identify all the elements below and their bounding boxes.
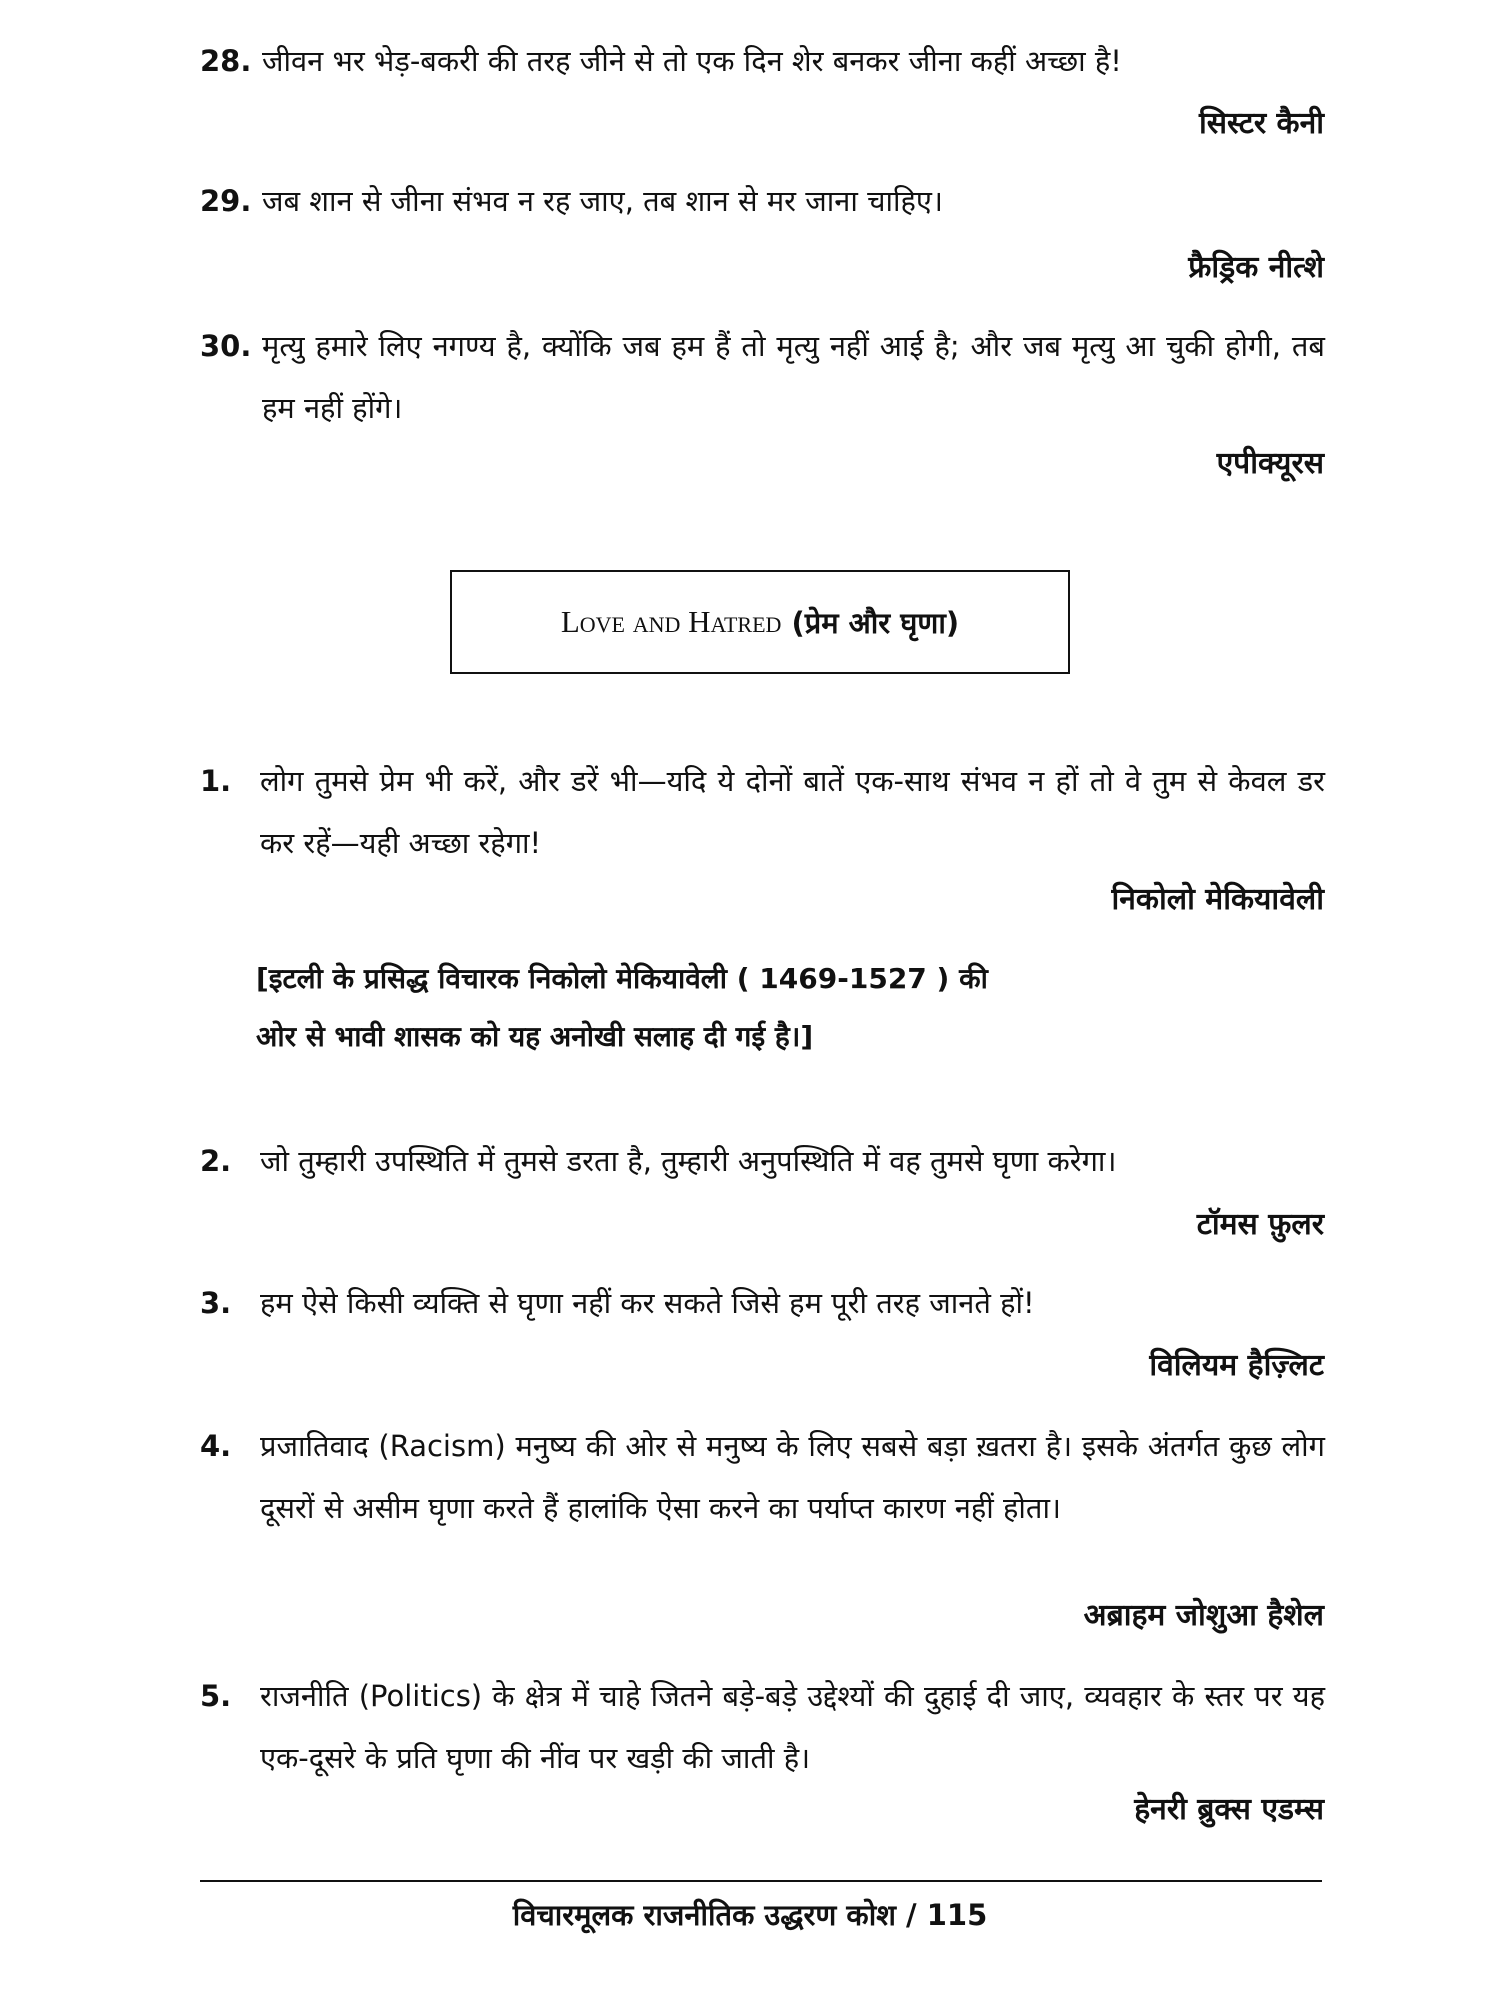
quote-author: हेनरी ब्रुक्स एडम्स	[1134, 1792, 1324, 1827]
quote-3	[200, 1272, 1325, 1334]
quote-number: 4.	[200, 1429, 232, 1463]
quote-text: जीवन भर भेड़-बकरी की तरह जीने से तो एक दिन शेर बनकर जीना कहीं अच्छा है!	[262, 44, 1122, 78]
quote-number: 29.	[200, 184, 252, 218]
quote-text: हम ऐसे किसी व्यक्ति से घृणा नहीं कर सकते जिसे हम पूरी तरह जानते हों!	[260, 1286, 1035, 1320]
quote-author: एपीक्यूरस	[1216, 446, 1324, 481]
quote-29	[200, 170, 1325, 232]
section-title-hindi: (प्रेम और घृणा)	[791, 605, 960, 640]
quote-author: निकोलो मेकियावेली	[1111, 882, 1324, 917]
quote-author: विलियम हैज़्लिट	[1149, 1348, 1324, 1383]
quote-text: राजनीति (Politics) के क्षेत्र में चाहे जितने बड़े-बड़े उद्देश्यों की दुहाई दी जाए, व्यवहार के स्तर पर यह एक-दूसरे के प्रति घृणा की नींव पर खड़ी की जाती है।	[260, 1679, 1325, 1775]
footer-divider	[200, 1880, 1322, 1882]
quote-number: 2.	[200, 1144, 232, 1178]
quote-number: 28.	[200, 44, 252, 78]
quote-text: लोग तुमसे प्रेम भी करें, और डरें भी—यदि ये दोनों बातें एक-साथ संभव न हों तो वे तुम से केवल डर कर रहें—यही अच्छा रहेगा!	[260, 764, 1325, 860]
quote-number: 30.	[200, 329, 252, 363]
quote-5	[200, 1665, 1325, 1789]
quote-number: 5.	[200, 1679, 232, 1713]
section-title-english: Love and Hatred	[560, 604, 782, 639]
quote-author: टॉमस फ़ुलर	[1196, 1207, 1324, 1242]
quote-1	[200, 750, 1325, 874]
quote-text: प्रजातिवाद (Racism) मनुष्य की ओर से मनुष्य के लिए सबसे बड़ा ख़तरा है। इसके अंतर्गत कुछ लोग दूसरों से असीम घृणा करते हैं हालांकि ऐसा करने का पर्याप्त कारण नहीं होता।	[260, 1429, 1325, 1525]
section-heading	[450, 570, 1070, 674]
page-footer: विचारमूलक राजनीतिक उद्धरण कोश / 115	[512, 1898, 988, 1932]
quote-text: जब शान से जीना संभव न रह जाए, तब शान से मर जाना चाहिए।	[262, 184, 943, 218]
quote-text: जो तुम्हारी उपस्थिति में तुमसे डरता है, तुम्हारी अनुपस्थिति में वह तुमसे घृणा करेगा।	[260, 1144, 1117, 1178]
quote-author: सिस्टर कैनी	[1198, 106, 1324, 141]
quote-text: मृत्यु हमारे लिए नगण्य है, क्योंकि जब हम हैं तो मृत्यु नहीं आई है; और जब मृत्यु आ चुकी होगी, तब हम नहीं होंगे।	[262, 329, 1325, 425]
quote-28	[200, 30, 1325, 92]
quote-number: 1.	[200, 764, 232, 798]
quote-author: फ्रैड्रिक नीत्शे	[1188, 250, 1324, 285]
quote-4	[200, 1415, 1325, 1539]
quote-30	[200, 315, 1325, 439]
quote-number: 3.	[200, 1286, 232, 1320]
quote-2	[200, 1130, 1325, 1192]
quote-author: अब्राहम जोशुआ हैशेल	[1083, 1598, 1324, 1633]
editor-note: [इटली के प्रसिद्ध विचारक निकोलो मेकियावेली ( 1469-1527 ) की ओर से भावी शासक को यह अनोखी सलाह दी गई है।]	[256, 962, 988, 1053]
